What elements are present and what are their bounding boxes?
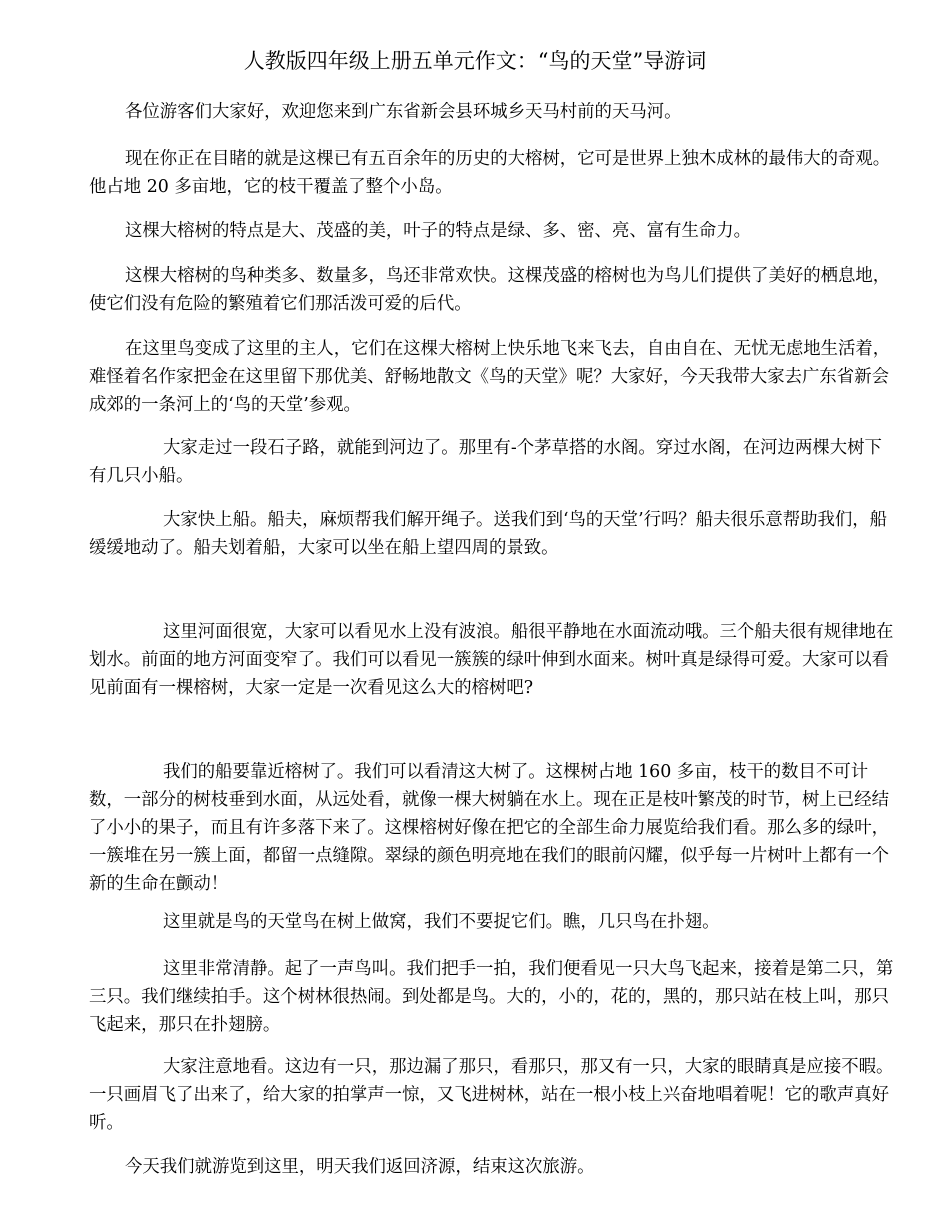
paragraph-7: 大家快上船。船夫，麻烦帮我们解开绳子。送我们到‘鸟的天堂’行吗？船夫很乐意帮助我们，船缓缓地动了。船夫划着船，大家可以坐在船上望四周的景致。 [89, 510, 888, 558]
paragraph-12: 大家注意地看。这边有一只，那边漏了那只，看那只，那又有一只，大家的眼睛真是应接不暇。一只画眉飞了出来了，给大家的拍掌声一惊，又飞进树林，站在一根小枝上兴奋地唱着呢！它的歌声真好听。 [89, 1057, 894, 1133]
paragraph-4: 这棵大榕树的鸟种类多、数量多，鸟还非常欢快。这棵茂盛的榕树也为鸟儿们提供了美好的栖息地，使它们没有危险的繁殖着它们那活泼可爱的后代。 [89, 266, 891, 314]
paragraph-9: 我们的船要靠近榕树了。我们可以看清这大树了。这棵树占地 160 多亩，枝干的数目不可计数，一部分的树枝垂到水面，从远处看，就像一棵大树躺在水上。现在正是枝叶繁茂的时节，树上已经结了小小的果子，而且有许多落下来了。这棵榕树好像在把它的全部生命力展览给我们看。那么多的绿叶，一簇堆在另一簇上面，都留一点缝隙。翠绿的颜色明亮地在我们的眼前闪耀，似乎每一片树叶上都有一个新的生命在颤动！ [89, 762, 889, 894]
paragraph-13: 今天我们就游览到这里，明天我们返回济源，结束这次旅游。 [125, 1157, 595, 1177]
paragraph-8: 这里河面很宽，大家可以看见水上没有波浪。船很平静地在水面流动哦。三个船夫很有规律地在划水。前面的地方河面变窄了。我们可以看见一簇簇的绿叶伸到水面来。树叶真是绿得可爱。大家可以看见前面有一棵榕树，大家一定是一次看见这么大的榕树吧? [89, 622, 894, 698]
paragraph-2: 现在你正在目睹的就是这棵已有五百余年的历史的大榕树，它可是世界上独木成林的最伟大的奇观。他占地 20 多亩地，它的枝干覆盖了整个小岛。 [89, 149, 891, 197]
paragraph-1: 各位游客们大家好，欢迎您来到广东省新会县环城乡天马村前的天马河。 [125, 102, 682, 122]
paragraph-10: 这里就是鸟的天堂鸟在树上做窝，我们不要捉它们。瞧，几只鸟在扑翅。 [163, 912, 720, 932]
paragraph-3: 这棵大榕树的特点是大、茂盛的美，叶子的特点是绿、多、密、亮、富有生命力。 [125, 221, 752, 241]
document-title: 人教版四年级上册五单元作文：“鸟的天堂”导游词 [243, 49, 707, 73]
paragraph-5: 在这里鸟变成了这里的主人，它们在这棵大榕树上快乐地飞来飞去，自由自在、无忧无虑地生活着，难怪着名作家把金在这里留下那优美、舒畅地散文《鸟的天堂》呢？大家好，今天我带大家去广东省新会成郊的一条河上的‘鸟的天堂’参观。 [89, 339, 891, 415]
paragraph-11: 这里非常清静。起了一声鸟叫。我们把手一拍，我们便看见一只大鸟飞起来，接着是第二只，第三只。我们继续拍手。这个树林很热闹。到处都是鸟。大的，小的，花的，黑的，那只站在枝上叫，那只飞起来，那只在扑翅膀。 [89, 959, 894, 1035]
paragraph-6: 大家走过一段石子路，就能到河边了。那里有-个茅草搭的水阁。穿过水阁，在河边两棵大树下有几只小船。 [89, 438, 882, 486]
